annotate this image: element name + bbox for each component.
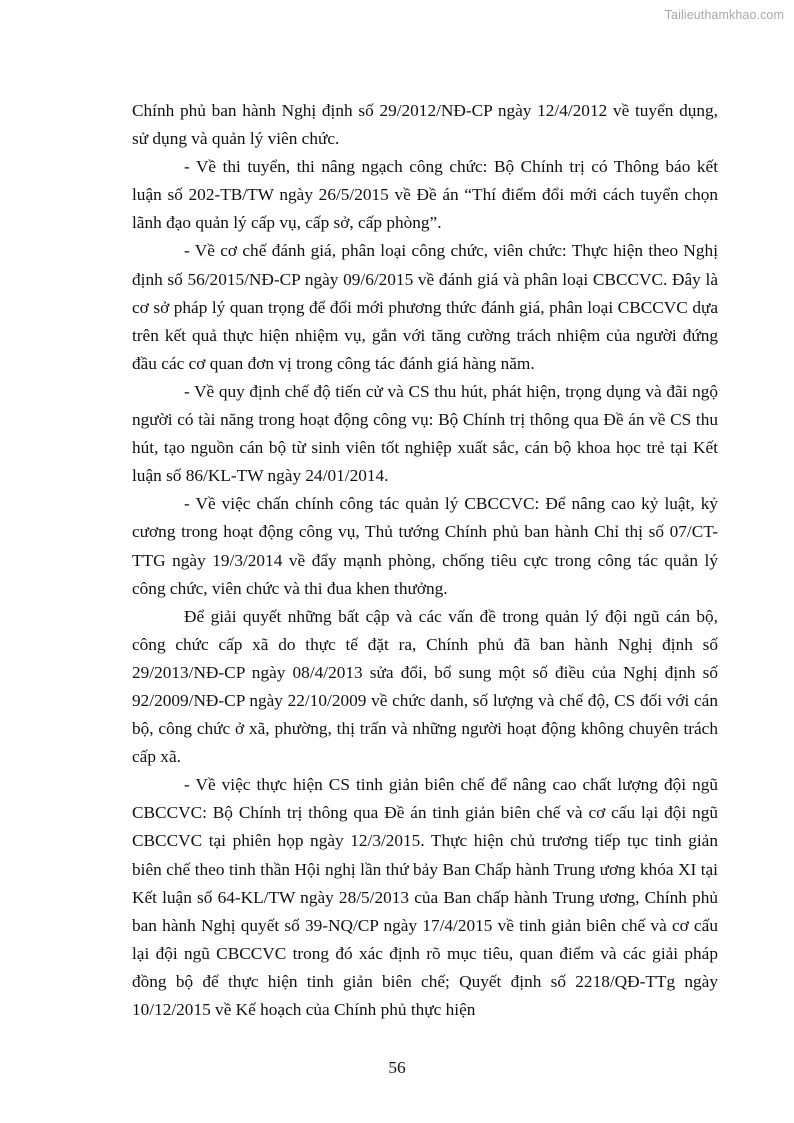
page-number: 56 xyxy=(388,1058,406,1077)
document-body xyxy=(132,97,718,1024)
paragraph-talent-policy: - Về quy định chế độ tiến cử và CS thu hút, phát hiện, trọng dụng và đãi ngộ người có tài năng trong hoạt động công vụ: Bộ Chính trị thông qua Đề án về CS thu hút, tạo nguồn cán bộ từ sinh viên tốt nghiệp xuất sắc, cán bộ khoa học trẻ tại Kết luận số 86/KL-TW ngày 24/01/2014. xyxy=(132,381,718,486)
paragraph-staff-streamlining: - Về việc thực hiện CS tinh giản biên chế để nâng cao chất lượng đội ngũ CBCCVC: Bộ Chính trị thông qua Đề án tinh giản biên chế và cơ cấu lại đội ngũ CBCCVC tại phiên họp ngày 12/3/2015. Thực hiện chủ trương tiếp tục tinh giản biên chế theo tinh thần Hội nghị lần thứ bảy Ban Chấp hành Trung ương khóa XI tại Kết luận số 64-KL/TW ngày 28/5/2013 của Ban chấp hành Trung ương, Chính phủ ban hành Nghị quyết số 39-NQ/CP ngày 17/4/2015 về tinh giản biên chế và cơ cấu lại đội ngũ CBCCVC trong đó xác định rõ mục tiêu, quan điểm và các giải pháp đồng bộ để thực hiện tinh giản biên chế; Quyết định số 2218/QĐ-TTg ngày 10/12/2015 về Kế hoạch của Chính phủ thực hiện xyxy=(132,775,718,1019)
paragraph-commune-officials: Để giải quyết những bất cập và các vấn đề trong quản lý đội ngũ cán bộ, công chức cấp xã do thực tế đặt ra, Chính phủ đã ban hành Nghị định số 29/2013/NĐ-CP ngày 08/4/2013 sửa đổi, bổ sung một số điều của Nghị định số 92/2009/NĐ-CP ngày 22/10/2009 về chức danh, số lượng và chế độ, CS đối với cán bộ, công chức ở xã, phường, thị trấn và những người hoạt động không chuyên trách cấp xã. xyxy=(132,606,718,767)
watermark-text: Tailieuthamkhao.com xyxy=(664,8,784,22)
paragraph-civil-servant-exams: - Về thi tuyển, thi nâng ngạch công chức: Bộ Chính trị có Thông báo kết luận số 202-TB/TW ngày 26/5/2015 về Đề án “Thí điểm đổi mới cách tuyển chọn lãnh đạo quản lý cấp vụ, cấp sở, cấp phòng”. xyxy=(132,157,718,233)
paragraph-evaluation-mechanism: - Về cơ chế đánh giá, phân loại công chức, viên chức: Thực hiện theo Nghị định số 56/2015/NĐ-CP ngày 09/6/2015 về đánh giá và phân loại CBCCVC. Đây là cơ sở pháp lý quan trọng để đổi mới phương thức đánh giá, phân loại CBCCVC dựa trên kết quả thực hiện nhiệm vụ, gắn với tăng cường trách nhiệm của người đứng đầu các cơ quan đơn vị trong công tác đánh giá hàng năm. xyxy=(132,241,718,373)
paragraph-management-rectification: - Về việc chấn chính công tác quản lý CBCCVC: Để nâng cao kỷ luật, kỷ cương trong hoạt động công vụ, Thủ tướng Chính phủ ban hành Chỉ thị số 07/CT-TTG ngày 19/3/2014 về đẩy mạnh phòng, chống tiêu cực trong công tác quản lý công chức, viên chức và thi đua khen thưởng. xyxy=(132,494,718,598)
paragraph-continuation: Chính phủ ban hành Nghị định số 29/2012/NĐ-CP ngày 12/4/2012 về tuyển dụng, sử dụng và quản lý viên chức. xyxy=(132,101,718,149)
